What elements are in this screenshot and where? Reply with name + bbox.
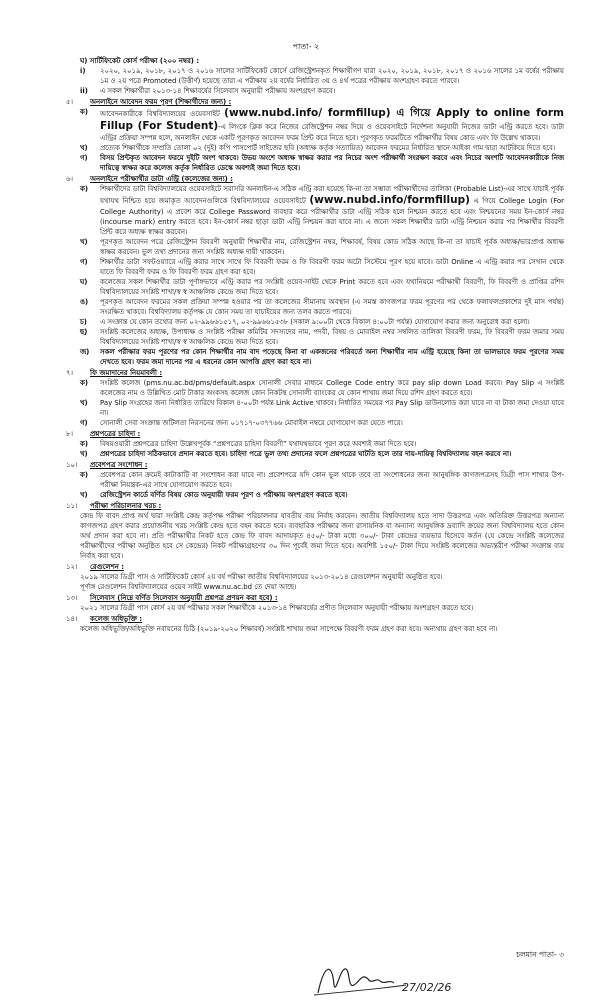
section-text: কলেজ অধিভুক্তি/অধিভুক্তি নবায়নের চিঠি (২০১৯-২০২০ শিক্ষাবর্ষ) সংশ্লিষ্ট শাখায় জমা সাপেক্ষে বিবরণী ফরম গ্রহণ করা হবে। অন্যথায় গ্রহণ করা হবে না। xyxy=(80,625,498,633)
section-heading xyxy=(66,614,564,624)
item-text: এ সংক্রান্ত যে কোন তথ্যের জন্য ০২-৯৯৬৬১৫১৭, ০২-৯৯৬৬১৫৩৮ (সকাল ৯:০০টা থেকে বিকাল ৪:০০টা পর্যন্ত) যোগাযোগ করার জন্য অনুরোধ করা হলো। xyxy=(100,318,530,326)
section-title: ঘ) সার্টিফিকেট কোর্স পরীক্ষা (২০০ নম্বর) : xyxy=(80,57,200,65)
section-14 xyxy=(66,614,564,634)
list-item xyxy=(80,317,564,327)
section-text: কেন্দ্র ফি বাবদ প্রাপ্ত অর্থ দ্বারা সংশ্লিষ্ট কেন্দ্র কর্তৃপক্ষ পরীক্ষা পরিচালনার যাবতীয় ব্যয় নির্বাহ করবেন। জাতীয় বিশ্ববিদ্যালয় হতে সাদা উত্তরপত্র এবং অতিরিক্ত উত্তরপত্র অন্যান্য কাগজপত্র গ্রহণ করার প্রয়োজনীয় খরচ সংশ্লিষ্ট কেন্দ্র হতে বহন করতে হবে। ব্যবহারিক পরীক্ষার জন্য রাসায়নিক বা অন্যান্য আনুষঙ্গিক দ্রব্যাদি ক্রয়ের জন্য বিশ্ববিদ্যালয় হতে কোন অর্থ প্রদান করা হবে না। প্রতি পরীক্ষার্থীর নিকট হতে কেন্দ্র ফি বাবদ আদায়কৃত ৪৫০/- টাকা মধ্যে ৩০০/- টাকা কেন্দ্রের ব্যয়ভার হিসেবে কর্তন (যে কেন্দ্রে সংশ্লিষ্ট কলেজের পরীক্ষার্থীদের পরীক্ষা অনুষ্ঠিত হবে সে কেন্দ্রের) নিকট পরীক্ষাগ্রহণের ৩০ দিন পূর্বেই জমা দিতে হবে। অবশিষ্ট ১৫০/- টাকা দিয়ে সংশ্লিষ্ট কলেজের অভ্যন্তরীণ পরীক্ষা সংক্রান্ত ব্যয় নির্বাহ করা হবে। xyxy=(80,512,564,560)
item-label: ছ) xyxy=(80,328,88,336)
item-label: খ) xyxy=(80,399,88,407)
section-number: ৮। xyxy=(66,430,73,438)
list-item xyxy=(80,347,564,367)
section-number: ১১। xyxy=(66,502,78,510)
section-title: পরীক্ষা পরিচালনার খরচ : xyxy=(90,502,162,510)
section-title: ফি জমাদানের নিয়মাবলী : xyxy=(90,369,163,377)
list-item xyxy=(80,86,564,96)
section-heading xyxy=(66,429,564,439)
item-label: ii) xyxy=(80,87,88,95)
section-heading xyxy=(66,97,564,107)
section-text: পূর্ণাঙ্গ রেগুলেশন বিশ্ববিদ্যালয়ের ওয়েব সাইট www.nu.ac.bd তে দেয়া আছে। xyxy=(80,583,297,591)
list-item xyxy=(80,398,564,418)
section-title: প্রবেশপত্র সংশোধন : xyxy=(90,461,148,469)
section-number: ১০। xyxy=(66,461,78,469)
item-label: ক) xyxy=(80,185,88,193)
section-heading xyxy=(66,501,564,511)
signature-image xyxy=(310,955,460,1000)
section-12 xyxy=(66,562,564,592)
item-text: আবেদনকারীকে বিশ্ববিদ্যালয়ের ওয়েবসাইট xyxy=(100,110,220,118)
section-heading xyxy=(66,593,564,603)
section-title: অনলাইনে পরীক্ষার্থীর ডাটা এন্ট্রি (কলেজের জন্য) : xyxy=(90,175,233,183)
item-label: খ) xyxy=(80,144,88,152)
item-text: এ গিয়ে College Login (For College Authority) এ প্রবেশ করে College Password ব্যবহার করে পরীক্ষার্থীর ডাটা এন্ট্রি সঠিক হলে নিশ্চয়ন করতে হবে এবং নিশ্চয়নের সময় ইন-কোর্স নম্বর (incourse mark) entry করতে হবে। ইন-কোর্স নম্বর ছাড়া ডাটা এন্ট্রি নিশ্চয়ন করা যাবে না। এ জন্যে সকল শিক্ষার্থীর ডাটা এন্ট্রি নিশ্চয়ন করার পর শিক্ষার্থীর বিবরণী প্রিন্ট করে অধ্যক্ষ স্বাক্ষর করবেন। xyxy=(100,197,564,236)
list-item xyxy=(80,418,564,428)
list-item xyxy=(80,470,564,490)
item-text: পূরণকৃত আবেদন পত্রে রেজিস্ট্রেশন বিবরণী অনুযায়ী শিক্ষার্থীর নাম, রেজিস্ট্রেশন নম্বর, শিক্ষাবর্ষ, বিষয় কোড সঠিক আছে কি-না তা যাচাই পূর্বক অধ্যক্ষ/ভারপ্রাপ্ত অধ্যক্ষ স্বাক্ষর করবেন। ভুল তথ্য প্রদানের জন্য সংশ্লিষ্ট অধ্যক্ষ দায়ী থাকবেন। xyxy=(100,238,564,256)
item-text: সোনালী সেবা সংক্রান্ত জটিলতা নিরসনের জন্য ০১৭১৭-০৩৭৭৬৬ মোবাইল নম্বরে যোগাযোগ করা যেতে পারে। xyxy=(100,419,403,427)
document-body xyxy=(66,56,564,634)
section-title: রেগুলেশন : xyxy=(90,563,124,571)
item-text: কলেজের সকল শিক্ষার্থীর ডাটা পূর্ণাঙ্গভাবে এন্ট্রি করার পর সংশ্লিষ্ট ওয়েব-সাইট থেকে Print করতে হবে এবং যথানিয়মে পরীক্ষার্থী বিবরণী, ফি বিবরণী ও প্রাপ্তির রশিদ বিশ্ববিদ্যালয়ের সংশ্লিষ্ট শাখা/স্ব স্ব আঞ্চলিক কেন্দ্রে জমা দিতে হবে। xyxy=(100,278,564,296)
item-text: রেজিস্ট্রেশন কার্ডে বর্ণিত বিষয় কোড অনুযায়ী ফরম পূরণ ও পরীক্ষায় অংশগ্রহণ করতে হবে। xyxy=(100,491,348,499)
list-item xyxy=(80,449,564,459)
item-label: ক) xyxy=(80,440,88,448)
item-label: জ) xyxy=(80,348,90,356)
section-certificate-course xyxy=(66,56,564,96)
section-heading xyxy=(66,174,564,184)
item-label: গ) xyxy=(80,258,88,266)
list-item xyxy=(80,66,564,86)
section-number: ৫। xyxy=(66,98,73,106)
list-item xyxy=(80,327,564,347)
item-text: প্রশ্নপত্রের চাহিদা সঠিকভাবে প্রদান করতে হবে। চাহিদা পত্রে ভুল তথ্য প্রদানের ফলে প্রশ্নপত্রের ঘাটতি হলে তার দায়-দায়িত্ব বিশ্ববিদ্যালয় বহন করবে না। xyxy=(100,450,512,458)
section-13 xyxy=(66,593,564,613)
section-text: ২০২১ সালের ডিগ্রী পাস কোর্স ২য় বর্ষ পরীক্ষার সকল শিক্ষার্থীকে ২০১৩-১৪ শিক্ষাবর্ষের প্রণীত সিলেবাস অনুযায়ী পরীক্ষায় অংশগ্রহণ করতে হবে। xyxy=(80,604,474,612)
section-title: সিলেবাস (নিম্নে বর্ণিত সিলেবাস অনুযায়ী প্রশ্নপত্র প্রণয়ন করা হবে) : xyxy=(90,594,278,602)
website-link-text: (www.nubd.info/formfillup) xyxy=(309,194,470,206)
item-text: বিষয়ওয়ারী প্রশ্নপত্রের চাহিদা উল্লেখপূর্বক “প্রশ্নপত্রের চাহিদা বিবরণী” যথাযথভাবে পূরণ করে অবশ্যই জমা দিতে হবে। xyxy=(100,440,417,448)
section-heading xyxy=(66,460,564,470)
page-number: পাতা- ২ xyxy=(292,42,320,51)
item-label: ক) xyxy=(80,379,88,387)
section-text: ২০১৯ সালের ডিগ্রী পাস ও সার্টিফিকেট কোর্স ২য় বর্ষ পরীক্ষা জাতীয় বিশ্ববিদ্যালয়ের ২০১৩-২০১৪ রেগুলেশন অনুযায়ী অনুষ্ঠিত হবে। xyxy=(80,573,443,581)
item-text: শিক্ষার্থীদের ডাটা বিশ্ববিদ্যালয়ের ওয়েবসাইটে সরাসরি অনলাইন-এ সঠিক এন্ট্রি করা হয়েছে কি-না তা সম্ভাব্য পরীক্ষার্থীদের তালিকা (Probable List)-এর সাথে যাচাই পূর্বক যথাযথ নিশ্চিত হয়ে জমাকৃত আবেদনগুলিকে বিশ্ববিদ্যালয়ের ওয়েবসাইটে xyxy=(100,185,564,205)
item-label: খ) xyxy=(80,491,88,499)
section-heading xyxy=(66,368,564,378)
section-7 xyxy=(66,368,564,428)
item-text: বিসয় প্রিন্টকৃত আবেদন ফরমে দুইটি অংশ থাকবে। উভয় অংশে অধ্যক্ষ স্বাক্ষর করার পর নিচের অংশ পরীক্ষার্থী সংরক্ষণ করবে এবং নিচের অংশটি আবেদনকারীকে নিজ দায়িত্বে স্বাক্ষর করে কলেজ কর্তৃক নির্ধারিত ডেস্কে অবশ্যই জমা দিতে হবে। xyxy=(100,154,564,172)
item-text: সংশ্লিষ্ট কলেজ (pms.nu.ac.bd/pms/default.aspx সোনালী সেবার মাধ্যমে College Code entry করে pay slip down Load করবে। Pay Slip এ সংশ্লিষ্ট কলেজের নাম ও উল্লিখিত মোট টাকার অংকসহ কলেজ কোন নিকটস্থ সোনালী ব্যাংকের যে কোন শাখায় জমা দিয়ে রশিদ গ্রহণ করতে হবে। xyxy=(100,379,564,397)
section-number: ৭। xyxy=(66,369,73,377)
item-label: ঘ) xyxy=(80,278,88,286)
svg-text:27/02/26: 27/02/26 xyxy=(402,981,452,994)
item-label: ঙ) xyxy=(80,298,89,306)
item-text: সকল পরীক্ষার ফরম পূরণের পর কোন শিক্ষার্থীর নাম বাদ পড়েছে কিনা বা একজনের পরিবর্তে অন্য শিক্ষার্থীর নাম এন্ট্রি হয়েছে কিনা তা ভালভাবে ফরম পূরণের সময় দেখতে হবে। ফরম জমা দানের পর এ ধরনের কোন আপত্তি গ্রহণ করা হবে না। xyxy=(100,348,564,366)
list-item xyxy=(80,378,564,398)
section-number: ১৪। xyxy=(66,615,78,623)
list-item xyxy=(80,143,564,153)
continued-label: চলমান পাতা- ৩ xyxy=(516,950,564,959)
item-text: প্রবেশপত্র কোন ক্রমেই কাটাকাটি বা সংশোধন করা যাবে না। প্রবেশপত্রে যদি কোন ভুল থাকে তবে তা সংশোধনের জন্য আনুষঙ্গিক কাগজপত্রসহ ডিগ্রী পাস শাখার উপ-পরীক্ষা নিয়ন্ত্রক-এর সাথে যোগাযোগ করতে হবে। xyxy=(100,471,564,489)
item-text: সংশ্লিষ্ট কলেজের অধ্যক্ষ, উপাধ্যক্ষ ও সংশ্লিষ্ট পরীক্ষা কমিটির সদস্যদের নাম, পদবী, বিষয় ও মোবাইল নম্বর সম্বলিত তালিকা বিবরণী ফরম, ফি বিবরণী ফরম জমার সময় বিশ্ববিদ্যালয়ের সংশ্লিষ্ট শাখা/স্ব স্ব আঞ্চলিক কেন্দ্রে জমা দিতে হবে। xyxy=(100,328,564,346)
item-label: ক) xyxy=(80,108,88,116)
list-item xyxy=(80,297,564,317)
item-label: খ) xyxy=(80,238,88,246)
item-label: গ) xyxy=(80,419,88,427)
list-item xyxy=(80,490,564,500)
section-title: কলেজ অধিভুক্তি : xyxy=(90,615,143,623)
list-item xyxy=(80,107,564,143)
item-text: Pay Slip সংগ্রহের জন্য নির্ধারিত তারিখে বিকাল ৪-০০টা পর্যন্ত Link Active থাকবে। নির্ধারিত সময়ের পর Pay Slip ডাউনলোড করা যাবে না বা টাকা জমা দেওয়া যাবে না। xyxy=(100,399,564,417)
item-label: ক) xyxy=(80,471,88,479)
section-heading xyxy=(66,562,564,572)
section-11 xyxy=(66,501,564,561)
section-number: ১২। xyxy=(66,563,78,571)
list-item xyxy=(80,153,564,173)
item-label: চ) xyxy=(80,318,87,326)
item-label: গ) xyxy=(80,154,88,162)
website-link-text: (www.nubd.info/ formfillup) এ গিয়ে Apply to online form Fillup (For Student) xyxy=(100,107,564,132)
list-item xyxy=(80,237,564,257)
section-title: প্রশ্নপত্রের চাহিদা : xyxy=(90,430,141,438)
section-10 xyxy=(66,460,564,500)
list-item xyxy=(80,257,564,277)
list-item xyxy=(80,277,564,297)
section-title: অনলাইনে আবেদন ফরম পূরণ (শিক্ষার্থীদের জন্য) : xyxy=(90,98,232,106)
item-text: প্রত্যেক শিক্ষার্থীকে সম্প্রতি তোলা ০২ (দুই) কপি পাসপোর্ট সাইজের ছবি (অধ্যক্ষ কর্তৃক সত্যায়িত) আবেদন ফরমের নির্ধারিত স্থানে আইকা গাম দ্বারা আটকিয়ে দিতে হবে। xyxy=(100,144,556,152)
item-text: এ সকল শিক্ষার্থীরা ২০১৩-১৪ শিক্ষাবর্ষের সিলেবাস অনুযায়ী পরীক্ষায় অংশগ্রহণ করবে। xyxy=(100,87,336,95)
list-item xyxy=(80,184,564,237)
item-text: পূরণকৃত আবেদন ফরমের সকল প্রক্রিয়া সম্পন্ন হওয়ার পর তা কলেজের সীমানায় অবস্থান (এ সমস্ত কাগজপত্র ফরম পূরণের পর থেকে ফলাফলপ্রকাশের দুই মাস পর্যন্ত) সংরক্ষিত থাকবে। বিশ্ববিদ্যালয় কর্তৃপক্ষ যে কোন সময় তা যাচাইয়ের জন্য তলব করতে পারবে। xyxy=(100,298,564,316)
item-text: শিক্ষার্থীর ডাটা সফটওয়্যারে এন্ট্রি করার সাথে সাথে ফি বিবরণী ফরম ও ফি বিবরণী ফরম অটো সিস্টেমে পূরণ হয়ে যাবে। ডাটা Online এ এন্ট্রি করার পর সেখান থেকে যাতে ফি বিবরণী ফরম ও ফি বিবরণী ফরম গ্রহণ করা হবে। xyxy=(100,258,564,276)
item-label: খ) xyxy=(80,450,88,458)
section-5 xyxy=(66,97,564,173)
item-label: i) xyxy=(80,67,86,75)
item-text: ২০২০, ২০১৯, ২০১৮, ২০১৭ ও ২০১৬ সালের সার্টিফিকেট কোর্সে রেজিস্ট্রেশনকৃত শিক্ষার্থীগণ যারা ২০২০, ২০১৯, ২০১৮, ২০১৭ ও ২০১৬ সালের ১ম বর্ষের পরীক্ষায় ১ম ও ২য় পত্রে Promoted (উত্তীর্ণ) হয়েছে তারা এ পরীক্ষায় ২য় বর্ষের নির্ধারিত ৩য় ও ৪র্থ পত্রের পরীক্ষায় অংশগ্রহণ করতে পারবে। xyxy=(100,67,564,85)
item-text: -এ লিংকে ক্লিক করে নিজের রেজিস্ট্রেশন নম্বর দিয়ে ও ওয়েবসাইটে নির্দেশনা অনুযায়ী নিজের ডাটা এন্ট্রি করতে হবে। ডাটা এন্ট্রির প্রক্রিয়া সম্পন্ন হলে, অনলাইন থেকে একটি পূরণকৃত আবেদন ফরম প্রিন্ট করে নিতে হবে। পূরণকৃত ফরমটিতে পরীক্ষার্থীর বিষয় কোড এবং ফি উল্লেখ থাকবে। xyxy=(100,123,564,142)
list-item xyxy=(80,439,564,449)
section-number: ১৩। xyxy=(66,594,78,602)
section-8 xyxy=(66,429,564,459)
section-6 xyxy=(66,174,564,367)
section-number: ৬। xyxy=(66,175,73,183)
